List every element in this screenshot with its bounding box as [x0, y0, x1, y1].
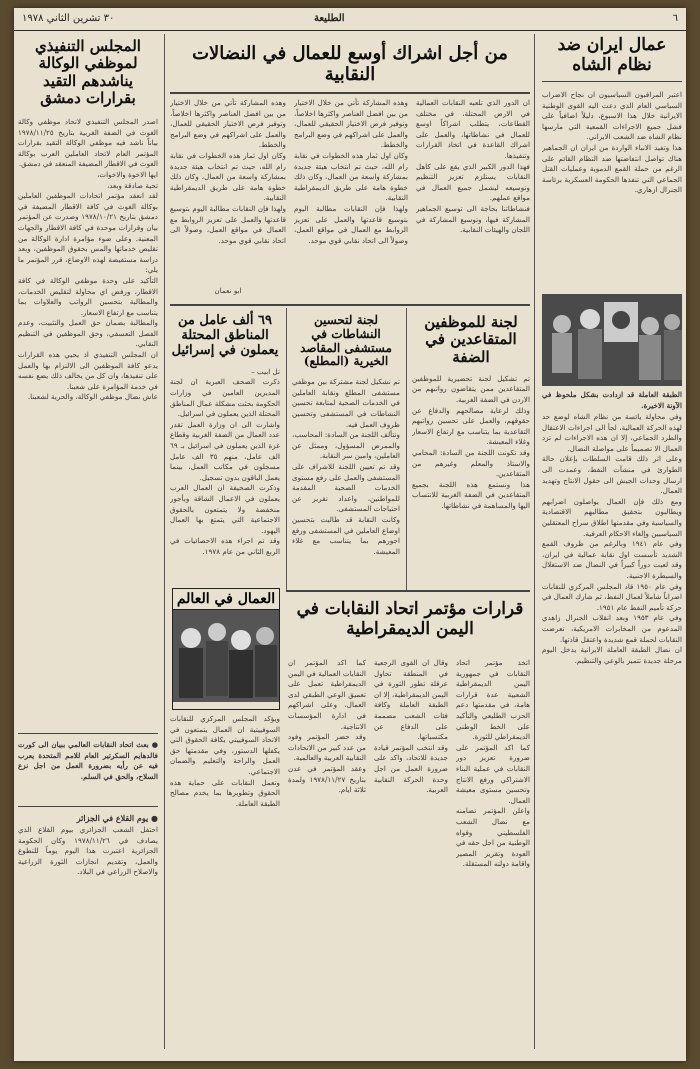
- article-body: وهذه المشاركة تأتي من خلال الاختيار من بين افضل العناصر واكثرها اخلاصاً، وتوفير فرص الاختيار الحقيقي للعمال، والعمل على اشراكهم في وضع البرامج والخطط. وكان اول ثمار هذه الخطوات في نقابة رام الله، حيث تم انتخاب هيئة جديدة بمشاركة واسعة من العمال، وكان ذلك خطوة هامة على طريق الديمقراطية النقابية. ولهذا فإن النقابات مطالبة اليوم بتوسيع قاعدتها والعمل على تعزيز الروابط مع العمال في مواقع العمل، وصولاً الى اتحاد نقابي قوي موحد.: [294, 98, 408, 245]
- article-69k-workers: [170, 308, 280, 578]
- workers-world-body: [170, 714, 280, 1032]
- article-body: تم تشكيل لجنة تحضيرية للموظفين المتقاعدين ممن يتقاضون رواتبهم من الاردن في الضفة الغربية. وذلك لرعاية مصالحهم والدفاع عن حقوقهم، والعمل على تحسين رواتبهم التقاعدية بما يتناسب مع ارتفاع الاسعار وغلاء المعيشة. وقد تكونت اللجنة من السادة: المحامي والاستاذ والمعلم وغيرهم من المتقاعدين. هذا ونستمع هذه اللجنة بجميع المتقاعدين في الضفة الغربية للانتساب اليها والمساهمة في نشاطاتها.: [412, 373, 530, 510]
- article-union-participation: [170, 34, 530, 95]
- article-iran-workers: [542, 34, 682, 1054]
- article-headline: المجلس التنفيذي لموظفي الوكالة يناشدهم التقيد بقرارات دمشق: [35, 37, 141, 107]
- section-divider: [286, 590, 530, 592]
- article-body: ان الدور الذي تلعبه النقابات العمالية في الارض المحتلة، في مختلف القطاعات، يتطلب اشراكاً اوسع للعمال في نشاطاتها، والعمل على اشراك القاعدة في اتخاذ القرارات وتنفيذها. فهذا الدور الكبير الذي يقع على كاهل النقابات يستلزم تعزيز التنظيم وتوسيعه ليشمل جميع العمال في مواقع عملهم. فنشاطاتنا بحاجة الى توسيع الجماهير المشاركة فيها، وتوسيع المشاركة في اللجان والهيئات النقابية.: [416, 98, 530, 235]
- yemen-columns: [286, 658, 530, 1038]
- article-signature: ابو نعمان: [214, 286, 242, 295]
- column-rule: [406, 308, 407, 590]
- wftu-note: ● بعث اتحاد النقابات العالمي ببيان الى كورت فالدهايم السكرتير العام للامم المتحدة يعرب فيه عن رأيه بضرورة العمل من اجل نزع السلاح، والحق في السلم.: [18, 740, 158, 781]
- article-columns: [170, 98, 530, 298]
- article-body: تم تشكيل لجنة مشتركة بين موظفي مستشفى المطلع ونقابة العاملين في الخدمات الصحية لمتابعة تحسين النشاطات في المستشفى وتحسين ظروف العمل فيه. وتتألف اللجنة من السادة: المحاسب، والممرض المسؤول، وممثل عن العاملين، وامين سر النقابة. وقد تم تعيين اللجنة للاشراف على المستشفى والعمل على رفع مستوى الخدمات الصحية المقدمة للمواطنين، واعداد تقرير عن احتياجات المستشفى. وكانت النقابة قد طالبت بتحسين اوضاع العاملين في المستشفى ورفع اجورهم بما يتناسب مع غلاء المعيشة.: [292, 377, 400, 556]
- article-headline: لجنة للموظفين المتقاعدين في الضفة: [424, 313, 518, 366]
- column-rule: [164, 34, 165, 1049]
- article-headline: من أجل اشراك أوسع للعمال في النضالات النقابية: [192, 43, 508, 85]
- article-body: ويؤكد المجلس المركزي للنقابات السوفييتية ان العمال يتمتعون في الاتحاد السوفييتي بكافة الحقوق التي يكفلها الدستور، وفي مقدمتها حق العمل والراحة والتعليم والضمان الاجتماعي. وتعمل النقابات على حماية هذه الحقوق وتطويرها بما يخدم مصالح الطبقة العاملة.: [170, 714, 280, 808]
- workers-world-box: [172, 588, 280, 710]
- algeria-subhead: ● يوم القلاع في الجزائر: [76, 813, 158, 823]
- newspaper-page: [14, 8, 686, 1061]
- article-retired-employees: [412, 308, 530, 588]
- article-headline: قرارات مؤتمر اتحاد النقابات في اليمن الديمقراطية: [296, 599, 524, 639]
- header-date: ٣٠ تشرين الثاني ١٩٧٨: [22, 13, 115, 24]
- article-headline: عمال ايران ضد نظام الشاه: [542, 36, 682, 82]
- column-rule: [534, 34, 535, 1049]
- article-body: اتخذ مؤتمر اتحاد النقابات في جمهورية اليمن الديمقراطية الشعبية عدة قرارات هامة، في مقدمتها دعم الحزب الطليعي والتأكيد على الخط الوطني الديمقراطي للثورة. كما اكد المؤتمر على ضرورة تعزيز دور النقابات في عملية البناء الاشتراكي ورفع الانتاج وتحسين مستوى معيشة العمال. واعلن المؤتمر تضامنه مع نضال الشعب الفلسطيني وقواه الوطنية من اجل حقه في العودة وتقرير المصير واقامة دولته المستقلة.: [456, 658, 530, 869]
- article-body: تل ابيب – ذكرت الصحف العبرية ان لجنة المديرين العامين في وزارات الحكومة بحثت مشكلة عمال المناطق المحتلة الذين يعملون في اسرائيل. واشارت الى ان وزارة العمل تقدر عدد العمال من الضفة الغربية وقطاع غزة الذين يعملون في اسرائيل بـ ٦٩ الف عامل، منهم ٣٥ الف عامل مسجلون في مكاتب العمل، بينما يعمل الباقون بدون تسجيل. وذكرت الصحيفة ان العمال العرب يعملون في الاعمال الشاقة وبأجور منخفضة ولا يتمتعون بالحقوق الاجتماعية التي يتمتع بها العمال اليهود. وقد تم اجراء هذه الاحصائيات في الربع الثاني من عام ١٩٧٨.: [170, 366, 280, 556]
- header-page-number: ٦: [672, 13, 678, 24]
- article-body: اصدر المجلس التنفيذي لاتحاد موظفي وكالة الغوث في الضفة الغربية بتاريخ ١٩٧٨/١١/٢٥ بياناً ناشد فيه موظفي الوكالة التقيد بقرارات المؤتمر العام لاتحاد العاملين العرب بوكالة الغوث في الاقطار المضيفة المنعقد في دمشق. ايها الاخوة والاخوات، تحية صادقة وبعد، لقد انعقد مؤتمر اتحادات الموظفين العاملين بوكالة الغوث في كافة الاقطار المضيفة في دمشق بتاريخ ١٩٧٨/١٠/٢١ وصدرت عن المؤتمر بيان وقرارات موحدة في كافة الاقطار والجهات المعنية. وعلى ضوء مؤامرة ادارة الوكالة من تقليص خدماتها والمس بحقوق الموظفين، وبعد دراسة مستفيضة لهذه الاوضاع، قرر المؤتمر ما يلي: التأكيد على وحدة موظفي الوكالة في كافة الاقطار، ورفض اي محاولة لتقليص الخدمات، والمطالبة بتحسين الرواتب والعلاوات بما يتناسب مع ارتفاع الاسعار. والمطالبة بضمان حق العمل والتثبيت، وعدم الفصل التعسفي، وحق الموظفين في التنظيم النقابي. ان المجلس التنفيذي اذ يحيي هذه القرارات يدعو كافة الموظفين الى الالتزام بها والعمل على تنفيذها، وان كل من يخالف ذلك يضع نفسه في خدمة المؤامرة على شعبنا. عاش نضال موظفي الوكالة، والحرية لشعبنا.: [18, 117, 158, 402]
- article-body-continued: وفي محاولة يائسة من نظام الشاه لوضع حد لهذه الحركة العمالية، لجأ الى اجراءات الاعتقال والطرد الجماعي، إلا ان هذه الاجراءات لم تزد العمال الا تصميماً على مواصلة النضال. وعلى اثر ذلك قامت السلطات بإعلان حالة الطوارئ في منشآت النفط، وعمدت الى ارسال وحدات الجيش الى حقول الانتاج وتهديد العمال. ومع ذلك فإن العمال يواصلون اضرابهم ويطالبون بتحقيق مطالبهم الاقتصادية والسياسية وفي مقدمتها اطلاق سراح المعتقلين السياسيين وإلغاء الاحكام العرفية. وفي عام ١٩٤١ وبالرغم من ظروف القمع الشديد تأسست اول نقابة عمالية في ايران، وقد لعبت دوراً كبيراً في النضال ضد الاستغلال والسيطرة الاجنبية. وفي عام ١٩٥٠ قاد المجلس المركزي للنقابات اضراباً شاملاً لعمال النفط، ثم شارك العمال في حركة تأميم النفط عام ١٩٥١. وفي عام ١٩٥٣ وبعد انقلاب الجنرال زاهدي المدعوم من المخابرات الامريكية، تعرضت النقابات لحملة قمع شديدة واعتقل قادتها. ان نضال الطبقة العاملة الايرانية يدخل اليوم مرحلة جديدة تتميز بالوعي والتنظيم.: [542, 412, 682, 665]
- protest-photo: [542, 294, 682, 386]
- article-body: كما اكد المؤتمر ان النقابات العمالية في اليمن الديمقراطية تعمل على تعميق الوعي الطبقي لدى العمال، وعلى اشراكهم في ادارة المؤسسات الانتاجية. وقد حضر المؤتمر وفود من عدد كبير من الاتحادات النقابية العربية والعالمية. وعقد المؤتمر في عدن بتاريخ ١٩٧٨/١١/٢٧ ولمدة ثلاثة ايام.: [288, 658, 366, 795]
- column-rule: [286, 308, 287, 590]
- article-headline: ٦٩ ألف عامل من المناطق المحتلة يعملون في إسرائيل: [171, 313, 279, 358]
- workers-photo: [173, 610, 279, 702]
- algeria-body: احتفل الشعب الجزائري بيوم القلاع الذي يصادف في ١٩٧٨/١١/٢٦ وكان الحكومة الجزائرية اعتبرت هذا اليوم يوماً للتطوع والعمل، وتقديم انجازات الثورة الزراعية والاصلاح الزراعي في البلاد.: [18, 825, 158, 877]
- article-body: وهذه المشاركة تأتي من خلال الاختيار من بين افضل العناصر واكثرها اخلاصاً، وتوفير فرص الاختيار الحقيقي للعمال، والعمل على اشراكهم في وضع البرامج والخطط. وكان اول ثمار هذه الخطوات في نقابة رام الله، حيث تم انتخاب هيئة جديدة بمشاركة واسعة من العمال، وكان ذلك خطوة هامة على طريق الديمقراطية النقابية. ولهذا فإن النقابات مطالبة اليوم بتوسيع قاعدتها والعمل على تعزيز الروابط مع العمال في مواقع العمل، وصولاً الى اتحاد نقابي قوي موحد.: [170, 98, 286, 245]
- article-yemen-unions: [292, 596, 528, 649]
- section-divider: [170, 92, 530, 94]
- header-section: الطليعة: [314, 13, 345, 24]
- article-hospital-committee: [292, 308, 400, 588]
- section-divider: [18, 806, 158, 807]
- photo-caption: الطبقة العاملة قد ازدادت بشكل ملحوظ في الآونة الاخيرة.: [542, 390, 682, 410]
- article-unrwa-employees: [18, 34, 158, 1054]
- box-title: العمال في العالم: [173, 589, 279, 610]
- article-body: وقال ان القوى الرجعية في المنطقة تحاول عرقلة تطور الثورة في اليمن الديمقراطية، إلا ان الطبقة العاملة وكافة فئات الشعب مصممة على الدفاع عن مكتسباتها. وقد انتخب المؤتمر قيادة جديدة للاتحاد، واكد على ضرورة العمل من اجل وحدة الحركة النقابية العربية.: [374, 658, 448, 795]
- article-headline: لجنة لتحسين النشاطات في مستشفى المقاصد الخيرية (المطلع): [300, 313, 392, 369]
- section-divider: [18, 733, 158, 734]
- section-divider: [170, 304, 530, 306]
- page-header: [14, 8, 686, 31]
- article-body: اعتبر المراقبون السياسيون ان نجاح الاضراب السياسي العام الذي دعت اليه القوى الوطنية الايرانية خلال هذا الاسبوع، دليلاً اضافياً على فشل جميع الاجراءات القمعية التي مارسها نظام الشاه ضد الشعب الايراني. هذا وتفيد الانباء الواردة من ايران ان الجماهير هناك تواصل انتفاضتها ضد النظام القائم على الرغم من حملة القمع الدموية وعمليات القتل الجماعي التي تنفذها الحكومة العسكرية برئاسة الجنرال ازهاري.: [542, 90, 682, 195]
